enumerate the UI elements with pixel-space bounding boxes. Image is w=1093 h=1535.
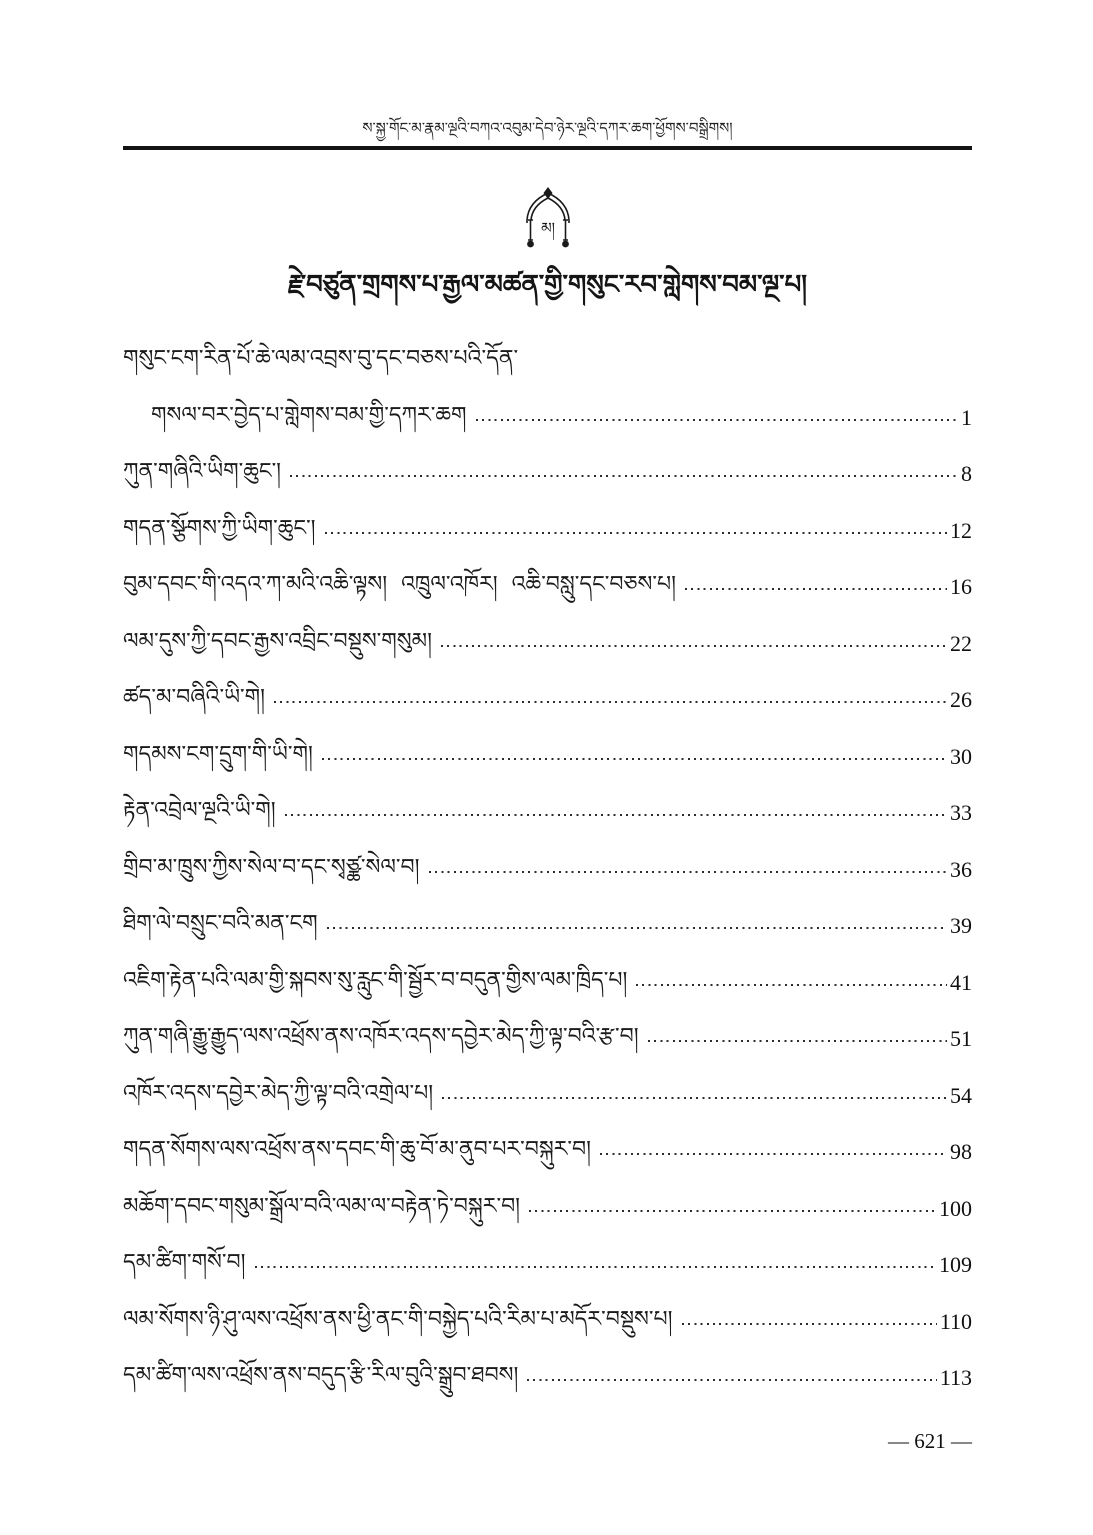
dot-leader (636, 984, 947, 986)
toc-entry-row (123, 1179, 972, 1236)
dot-leader (255, 1266, 936, 1268)
toc-entry-text: མཆོག་དབང་གསུམ་སྒྲོལ་བའི་ལམ་ལ་བརྟེན་ཏེ་བསྐུར་བ། (123, 1193, 521, 1219)
toc-entry-text: ཐིག་ལེ་བསྲུང་བའི་མན་ངག (123, 911, 318, 937)
toc-entry-row (123, 1348, 972, 1405)
toc-entry-page: 16 (950, 574, 972, 600)
dot-leader (429, 871, 948, 873)
toc-entry-page: 26 (950, 687, 972, 713)
toc-entry-row (123, 388, 972, 445)
toc-list (123, 331, 972, 1405)
toc-entry-text: གསུང་ངག་རིན་པོ་ཆེ་ལམ་འབྲས་བུ་དང་བཅས་པའི་དོན་ (123, 346, 519, 372)
toc-entry-row (123, 614, 972, 671)
toc-entry-text: ཀུན་གཞིའི་ཡིག་ཆུང་། (123, 459, 282, 485)
toc-entry-page: 39 (950, 913, 972, 939)
emblem-container (123, 186, 972, 254)
dot-leader (682, 1323, 937, 1325)
toc-entry-text: རྟེན་འབྲེལ་ལྔའི་ཡི་གེ། (123, 798, 276, 824)
toc-entry-page: 98 (950, 1139, 972, 1165)
toc-entry-page: 8 (961, 461, 972, 487)
dot-leader (327, 927, 947, 929)
toc-entry-page: 36 (950, 856, 972, 882)
dot-leader (442, 1097, 947, 1099)
toc-entry-row (123, 953, 972, 1010)
toc-entry-text: གདམས་ངག་དྲུག་གི་ཡི་གེ། (123, 741, 313, 767)
emblem-seed-letter: མ། (540, 219, 555, 237)
header-rule-divider (123, 146, 972, 150)
dot-leader (274, 701, 947, 703)
dot-leader (476, 419, 958, 421)
toc-entry-page: 41 (950, 969, 972, 995)
toc-entry-page: 1 (961, 404, 972, 430)
toc-entry-row (123, 501, 972, 558)
toc-entry-row (123, 1009, 972, 1066)
toc-entry-row (123, 1235, 972, 1292)
toc-entry-page: 109 (939, 1252, 972, 1278)
toc-entry-row (123, 331, 972, 388)
toc-entry-text: འཁོར་འདས་དབྱེར་མེད་ཀྱི་ལྟ་བའི་འགྲེལ་པ། (123, 1080, 434, 1106)
toc-entry-text: གྲིབ་མ་ཁྲུས་ཀྱིས་སེལ་བ་དང་སྭཙྪ་སེལ་བ། (123, 854, 420, 880)
toc-entry-text: ཀུན་གཞི་རྒྱུ་རྒྱུད་ལས་འཕྲོས་ནས་འཁོར་འདས་དབྱེར་མེད་ཀྱི་ལྟ་བའི་རྩ་བ། (123, 1024, 639, 1050)
toc-entry-text: འཇིག་རྟེན་པའི་ལམ་གྱི་སྐབས་སུ་རླུང་གི་སྦྱོར་བ་བདུན་གྱིས་ལམ་ཁྲིད་པ། (123, 967, 628, 993)
dot-leader (600, 1153, 947, 1155)
toc-entry-row (123, 783, 972, 840)
toc-entry-text: གདན་སྩོགས་ཀྱི་ཡིག་ཆུང་། (123, 515, 316, 541)
toc-entry-page: 51 (950, 1026, 972, 1052)
footer-page-number: — 621 — (888, 1428, 972, 1453)
toc-entry-text: ལམ་སོགས་ཉི་ཤུ་ལས་འཕྲོས་ནས་ཕྱི་ནང་གི་བསྐྱེད་པའི་རིམ་པ་མདོར་བསྡུས་པ། (123, 1306, 673, 1332)
toc-entry-row (123, 840, 972, 897)
toc-entry-text: གསལ་བར་བྱེད་པ་གླེགས་བམ་གྱི་དཀར་ཆག (151, 402, 467, 428)
toc-entry-row (123, 444, 972, 501)
dot-leader (529, 1210, 936, 1212)
arch-ornament-icon (519, 186, 577, 254)
dot-leader (285, 814, 947, 816)
toc-entry-row (123, 670, 972, 727)
toc-entry-page: 54 (950, 1082, 972, 1108)
toc-entry-page: 110 (939, 1308, 972, 1334)
toc-entry-page: 22 (950, 630, 972, 656)
dot-leader (290, 475, 958, 477)
toc-entry-page: 100 (939, 1195, 972, 1221)
dot-leader (527, 1379, 936, 1381)
dot-leader (441, 645, 947, 647)
toc-entry-row (123, 1292, 972, 1349)
toc-entry-text: གདན་སོགས་ལས་འཕྲོས་ནས་དབང་གི་ཆུ་བོ་མ་ནུབ་པར་བསྐུར་བ། (123, 1137, 592, 1163)
toc-entry-text: བུམ་དབང་གི་འདའ་ཀ་མའི་འཆི་ལྟས། འཁྲུལ་འཁོར། འཆི་བསླུ་དང་བཅས་པ། (123, 572, 676, 598)
toc-entry-row (123, 727, 972, 784)
volume-title: རྗེ་བཙུན་གྲགས་པ་རྒྱལ་མཚན་གྱི་གསུང་རབ་གླེགས་བམ་ལྔ་པ། (287, 270, 808, 300)
dot-leader (325, 532, 947, 534)
dot-leader (648, 1040, 947, 1042)
toc-entry-text: དམ་ཚིག་ལས་འཕྲོས་ནས་བདུད་རྩི་རིལ་བུའི་སྒྲུབ་ཐབས། (123, 1363, 519, 1389)
toc-entry-page: 30 (950, 743, 972, 769)
running-head: ས་སྐྱ་གོང་མ་རྣམ་ལྔའི་བཀའ་འབུམ་དེབ་ཉེར་ལྔའི་དཀར་ཆག་ཕྱོགས་བསྒྲིགས། (362, 119, 733, 137)
toc-entry-text: ལམ་དུས་ཀྱི་དབང་རྒྱས་འབྲིང་བསྡུས་གསུམ། (123, 628, 432, 654)
toc-entry-row (123, 896, 972, 953)
toc-entry-text: ཚད་མ་བཞིའི་ཡི་གེ། (123, 685, 266, 711)
toc-entry-page: 12 (950, 517, 972, 543)
toc-entry-row (123, 1122, 972, 1179)
toc-entry-page: 113 (939, 1365, 972, 1391)
toc-entry-row (123, 1066, 972, 1123)
toc-entry-row (123, 557, 972, 614)
dot-leader (685, 588, 947, 590)
toc-entry-page: 33 (950, 800, 972, 826)
dot-leader (322, 758, 947, 760)
toc-entry-text: དམ་ཚིག་གསོ་བ། (123, 1250, 246, 1276)
